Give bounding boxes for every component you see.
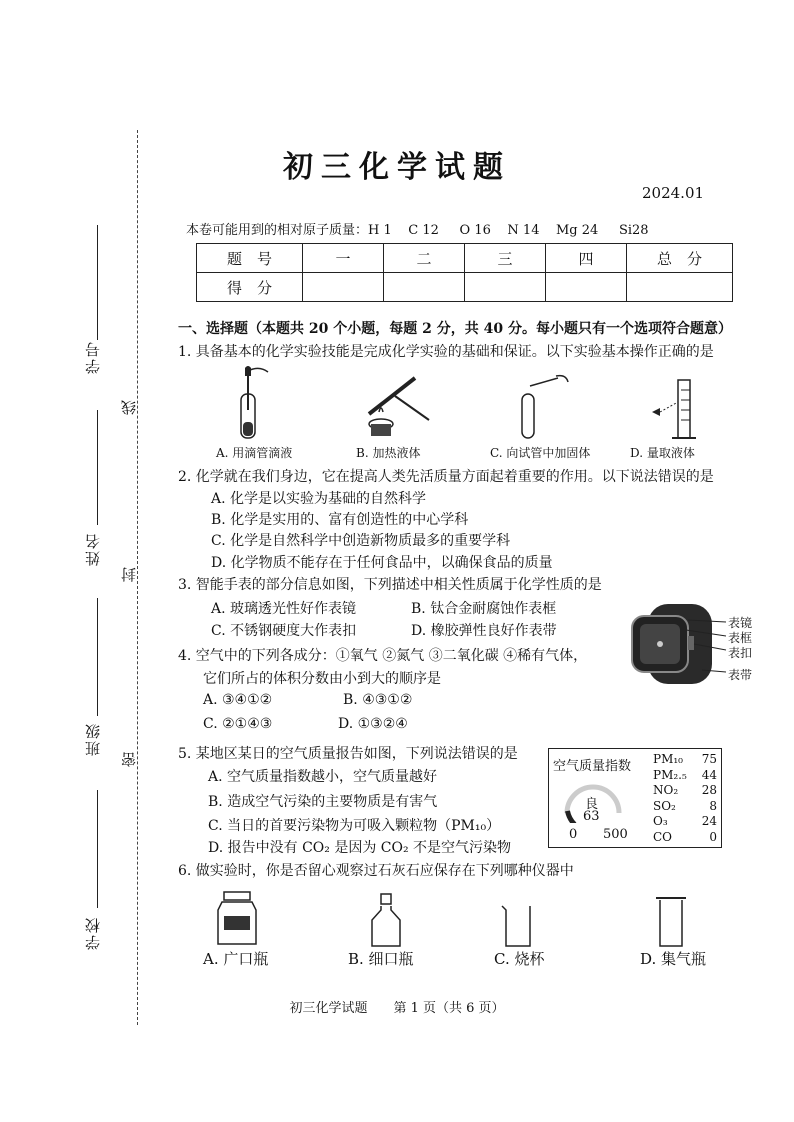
- pollutant-name: CO: [653, 829, 673, 844]
- narrow-mouth-bottle-icon: [368, 892, 404, 948]
- q1-stem: 1. 具备基本的化学实验技能是完成化学实验的基础和保证。以下实验基本操作正确的是: [178, 344, 714, 360]
- watch-label-frame: 表框: [728, 631, 753, 645]
- wide-mouth-bottle-icon: [214, 890, 260, 948]
- section-heading: 一、选择题（本题共 20 个小题，每题 2 分，共 40 分。每小题只有一个选项符合题意）: [178, 321, 732, 337]
- pollutant-value: 28: [701, 783, 717, 797]
- pollutant-name: NO₂: [653, 783, 679, 797]
- pollutant-row: [653, 768, 717, 784]
- score-header-cell: 二: [384, 244, 465, 273]
- watch-label-buckle: 表扣: [728, 646, 753, 660]
- aqi-title: 空气质量指数: [553, 759, 632, 774]
- measuring-cylinder-illustration: [648, 376, 700, 444]
- pollutant-value: 44: [701, 767, 717, 782]
- score-row-label: 得 分: [197, 273, 303, 302]
- gas-jar-icon: [654, 894, 688, 948]
- aqi-value: 63: [583, 809, 600, 824]
- q1-caption-d: D. 量取液体: [630, 446, 695, 460]
- aqi-max: 500: [603, 827, 628, 842]
- name-label: 姓名: [84, 532, 102, 566]
- class-underline: [97, 598, 98, 716]
- q3-option-d: D. 橡胶弹性良好作表带: [411, 623, 557, 639]
- q6-caption-b: B. 细口瓶: [348, 950, 414, 968]
- pollutant-name: PM₁₀: [653, 752, 683, 766]
- beaker-icon: [500, 904, 534, 948]
- pollutant-value: 75: [701, 752, 717, 766]
- score-header-cell: 四: [546, 244, 627, 273]
- pollutant-name: O₃: [653, 814, 668, 828]
- line-char: 线: [120, 398, 138, 415]
- pollutant-value: 8: [709, 798, 717, 813]
- heating-liquid-illustration: [355, 370, 435, 442]
- q4-option-c: C. ②①④③: [203, 716, 273, 732]
- watch-label-strap: 表带: [728, 668, 753, 682]
- pollutant-row: [653, 783, 717, 799]
- exam-date: 2024.01: [642, 184, 705, 202]
- pollutant-value: 24: [701, 814, 717, 828]
- score-cell: [627, 273, 733, 302]
- q2-option-c: C. 化学是自然科学中创造新物质最多的重要学科: [211, 533, 511, 549]
- q4-stem: 4. 空气中的下列各成分：①氧气 ②氮气 ③二氧化碳 ④稀有气体，: [178, 648, 588, 664]
- pollutant-name: PM₂.₅: [653, 767, 687, 782]
- aqi-report: [548, 748, 722, 848]
- aqi-grade: 良: [585, 797, 599, 812]
- q2-option-d: D. 化学物质不能存在于任何食品中，以确保食品的质量: [211, 555, 553, 571]
- aqi-min: 0: [569, 827, 578, 842]
- pollutant-name: SO₂: [653, 798, 676, 813]
- score-cell: [546, 273, 627, 302]
- student-no-label: 学号: [84, 340, 102, 374]
- q6-stem: 6. 做实验时，你是否留心观察过石灰石应保存在下列哪种仪器中: [178, 863, 574, 879]
- watch-label-glass: 表镜: [728, 616, 753, 630]
- name-underline: [97, 410, 98, 525]
- score-header-cell: 三: [465, 244, 546, 273]
- q3-option-b: B. 钛合金耐腐蚀作表框: [411, 601, 557, 617]
- q4-option-d: D. ①③②④: [338, 716, 408, 732]
- q4-option-a: A. ③④①②: [203, 692, 273, 708]
- dropper-illustration: [228, 364, 278, 444]
- score-cell: [465, 273, 546, 302]
- q1-caption-c: C. 向试管中加固体: [490, 446, 591, 460]
- q2-option-a: A. 化学是以实验为基础的自然科学: [211, 491, 427, 507]
- page-footer: 初三化学试题 第 1 页（共 6 页）: [289, 1001, 505, 1016]
- aqi-gauge-fill: [567, 811, 574, 823]
- score-table: [196, 243, 733, 302]
- secret-char: 密: [120, 750, 138, 767]
- q4-stem-line2: 它们所占的体积分数由小到大的顺序是: [203, 671, 441, 687]
- seal-char: 封: [120, 565, 138, 582]
- q3-option-a: A. 玻璃透光性好作表镜: [211, 601, 357, 617]
- q6-caption-d: D. 集气瓶: [640, 950, 707, 968]
- q1-caption-a: A. 用滴管滴液: [216, 446, 293, 460]
- student-no-underline: [97, 225, 98, 340]
- q3-stem: 3. 智能手表的部分信息如图，下列描述中相关性质属于化学性质的是: [178, 577, 602, 593]
- q1-caption-b: B. 加热液体: [356, 446, 421, 460]
- q4-option-b: B. ④③①②: [343, 692, 413, 708]
- page-title: 初三化学试题: [283, 150, 511, 185]
- q2-option-b: B. 化学是实用的、富有创造性的中心学科: [211, 512, 469, 528]
- pollutant-value: 0: [709, 829, 717, 844]
- q5-option-d: D. 报告中没有 CO₂ 是因为 CO₂ 不是空气污染物: [208, 840, 512, 856]
- adding-solid-illustration: [512, 372, 572, 442]
- score-header-cell: 总 分: [627, 244, 733, 273]
- q5-option-b: B. 造成空气污染的主要物质是有害气: [208, 794, 438, 810]
- class-label: 班级: [84, 722, 102, 756]
- q6-caption-c: C. 烧杯: [494, 950, 545, 968]
- pollutant-list: [653, 752, 717, 845]
- q5-stem: 5. 某地区某日的空气质量报告如图，下列说法错误的是: [178, 746, 518, 762]
- q6-caption-a: A. 广口瓶: [203, 950, 269, 968]
- smartwatch-illustration: [628, 600, 728, 688]
- pollutant-row: [653, 752, 717, 768]
- pollutant-row: [653, 799, 717, 815]
- atomic-masses: 本卷可能用到的相对原子质量：H 1 C 12 O 16 N 14 Mg 24 Si28: [186, 223, 649, 238]
- school-underline: [97, 790, 98, 908]
- q2-stem: 2. 化学就在我们身边，它在提高人类先活质量方面起着重要的作用。以下说法错误的是: [178, 469, 714, 485]
- q5-option-c: C. 当日的首要污染物为可吸入颗粒物（PM₁₀）: [208, 818, 501, 834]
- pollutant-row: [653, 814, 717, 830]
- score-header-cell: 题 号: [197, 244, 303, 273]
- score-header-cell: 一: [303, 244, 384, 273]
- score-cell: [384, 273, 465, 302]
- score-cell: [303, 273, 384, 302]
- q5-option-a: A. 空气质量指数越小，空气质量越好: [208, 769, 438, 785]
- pollutant-row: [653, 830, 717, 846]
- q3-option-c: C. 不锈钢硬度大作表扣: [211, 623, 357, 639]
- school-label: 学校: [84, 916, 102, 950]
